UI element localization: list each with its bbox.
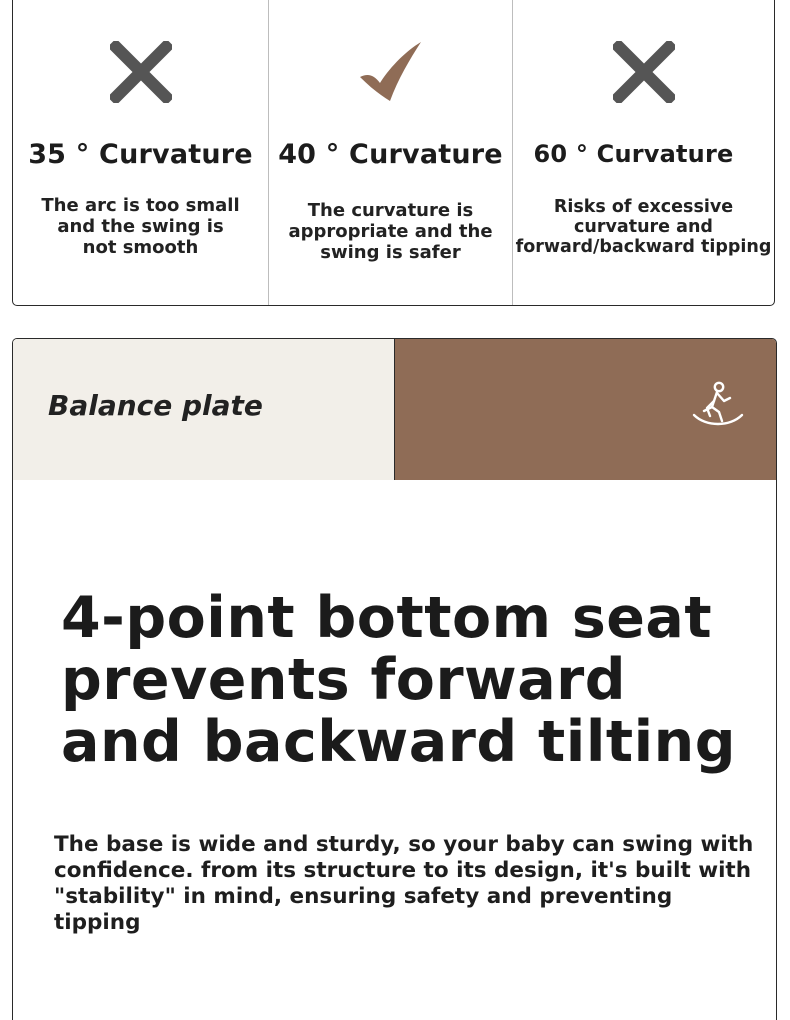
curvature-comparison bbox=[12, 0, 775, 306]
feature-title: Balance plate bbox=[48, 389, 263, 422]
comparison-col-35 bbox=[13, 0, 268, 305]
comparison-col-40 bbox=[268, 0, 512, 305]
stability-section bbox=[12, 480, 777, 1020]
comparison-title: 40 ° Curvature bbox=[278, 139, 503, 170]
comparison-desc: The curvature is appropriate and the swing is safer bbox=[288, 200, 493, 263]
comparison-col-60 bbox=[512, 0, 774, 305]
comparison-desc: Risks of excessive curvature and forward/backward tipping bbox=[515, 197, 772, 257]
comparison-title: 60 ° Curvature bbox=[533, 140, 734, 168]
cross-icon bbox=[513, 41, 774, 107]
headline: 4-point bottom seat prevents forward and backward tilting bbox=[61, 585, 737, 775]
cross-icon bbox=[13, 41, 268, 107]
feature-bar-label-panel bbox=[13, 339, 395, 480]
rocking-figure-icon bbox=[692, 381, 744, 433]
body-text: The base is wide and sturdy, so your baby can swing with confidence. from its structure to its design, it's built with "stability" in mind, ensuring safety and preventing tipping bbox=[54, 832, 754, 935]
comparison-title: 35 ° Curvature bbox=[28, 139, 253, 170]
feature-bar bbox=[12, 338, 777, 481]
feature-bar-icon-panel bbox=[395, 339, 776, 480]
comparison-desc: The arc is too small and the swing is not smooth bbox=[41, 195, 240, 258]
check-icon bbox=[269, 41, 512, 107]
